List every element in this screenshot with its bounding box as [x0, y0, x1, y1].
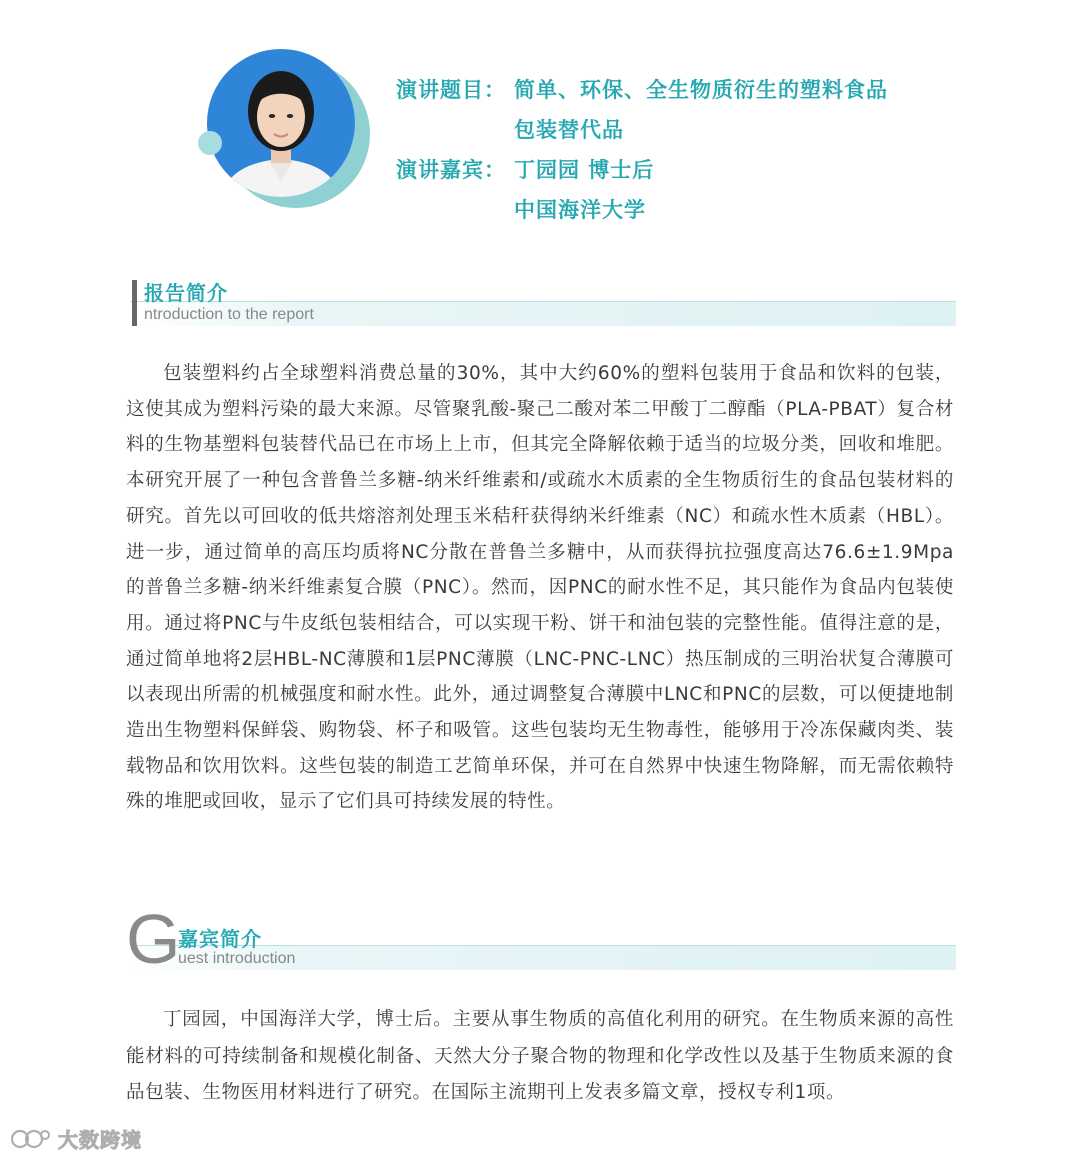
guest-section-title: 嘉宾简介	[178, 927, 262, 951]
guest-name: 丁园园 博士后	[514, 158, 655, 182]
speaker-photo	[207, 49, 355, 197]
heading-bar	[132, 280, 137, 326]
talk-title-line-1: 简单、环保、全生物质衍生的塑料食品	[514, 78, 888, 102]
photo-decoration-dot	[198, 131, 222, 155]
talk-info	[396, 70, 996, 230]
guest-affiliation: 中国海洋大学	[514, 198, 646, 222]
heading-initial-letter: G	[126, 900, 181, 978]
guest-row	[396, 150, 996, 230]
report-section-title: 报告简介	[144, 281, 228, 305]
guest-section-heading	[126, 900, 956, 978]
report-section-subtitle: ntroduction to the report	[144, 306, 314, 323]
watermark	[10, 1124, 142, 1153]
report-section-heading	[130, 274, 956, 328]
guest-body-text: 丁园园，中国海洋大学，博士后。主要从事生物质的高值化利用的研究。在生物质来源的高性能材料的可持续制备和规模化制备、天然大分子聚合物的物理和化学改性以及基于生物质来源的食品包装、生物医用材料进行了研究。在国际主流期刊上发表多篇文章，授权专利1项。	[126, 1009, 954, 1103]
talk-title-row	[396, 70, 996, 150]
watermark-text: 大数跨境	[58, 1128, 142, 1152]
watermark-logo-icon	[10, 1126, 52, 1152]
guest-section-subtitle: uest introduction	[178, 950, 296, 967]
guest-label: 演讲嘉宾：	[396, 158, 506, 182]
talk-title-label: 演讲题目：	[396, 78, 506, 102]
report-body-text: 包装塑料约占全球塑料消费总量的30%，其中大约60%的塑料包装用于食品和饮料的包装，这使其成为塑料污染的最大来源。尽管聚乳酸-聚己二酸对苯二甲酸丁二醇酯（PLA-PBAT）复合材料的生物基塑料包装替代品已在市场上上市，但其完全降解依赖于适当的垃圾分类，回收和堆肥。本研究开展了一种包含普鲁兰多糖-纳米纤维素和/或疏水木质素的全生物质衍生的食品包装材料的研究。首先以可回收的低共熔溶剂处理玉米秸秆获得纳米纤维素（NC）和疏水性木质素（HBL）。进一步，通过简单的高压均质将NC分散在普鲁兰多糖中，从而获得抗拉强度高达76.6±1.9Mpa的普鲁兰多糖-纳米纤维素复合膜（PNC）。然而，因PNC的耐水性不足，其只能作为食品内包装使用。通过将PNC与牛皮纸包装相结合，可以实现干粉、饼干和油包装的完整性能。值得注意的是，通过简单地将2层HBL-NC薄膜和1层PNC薄膜（LNC-PNC-LNC）热压制成的三明治状复合薄膜可以表现出所需的机械强度和耐水性。此外，通过调整复合薄膜中LNC和PNC的层数，可以便捷地制造出生物塑料保鲜袋、购物袋、杯子和吸管。这些包装均无生物毒性，能够用于冷冻保藏肉类、装载物品和饮用饮料。这些包装的制造工艺简单环保，并可在自然界中快速生物降解，而无需依赖特殊的堆肥或回收，显示了它们具可持续发展的特性。	[126, 363, 954, 813]
talk-title-line-2: 包装替代品	[514, 118, 624, 142]
